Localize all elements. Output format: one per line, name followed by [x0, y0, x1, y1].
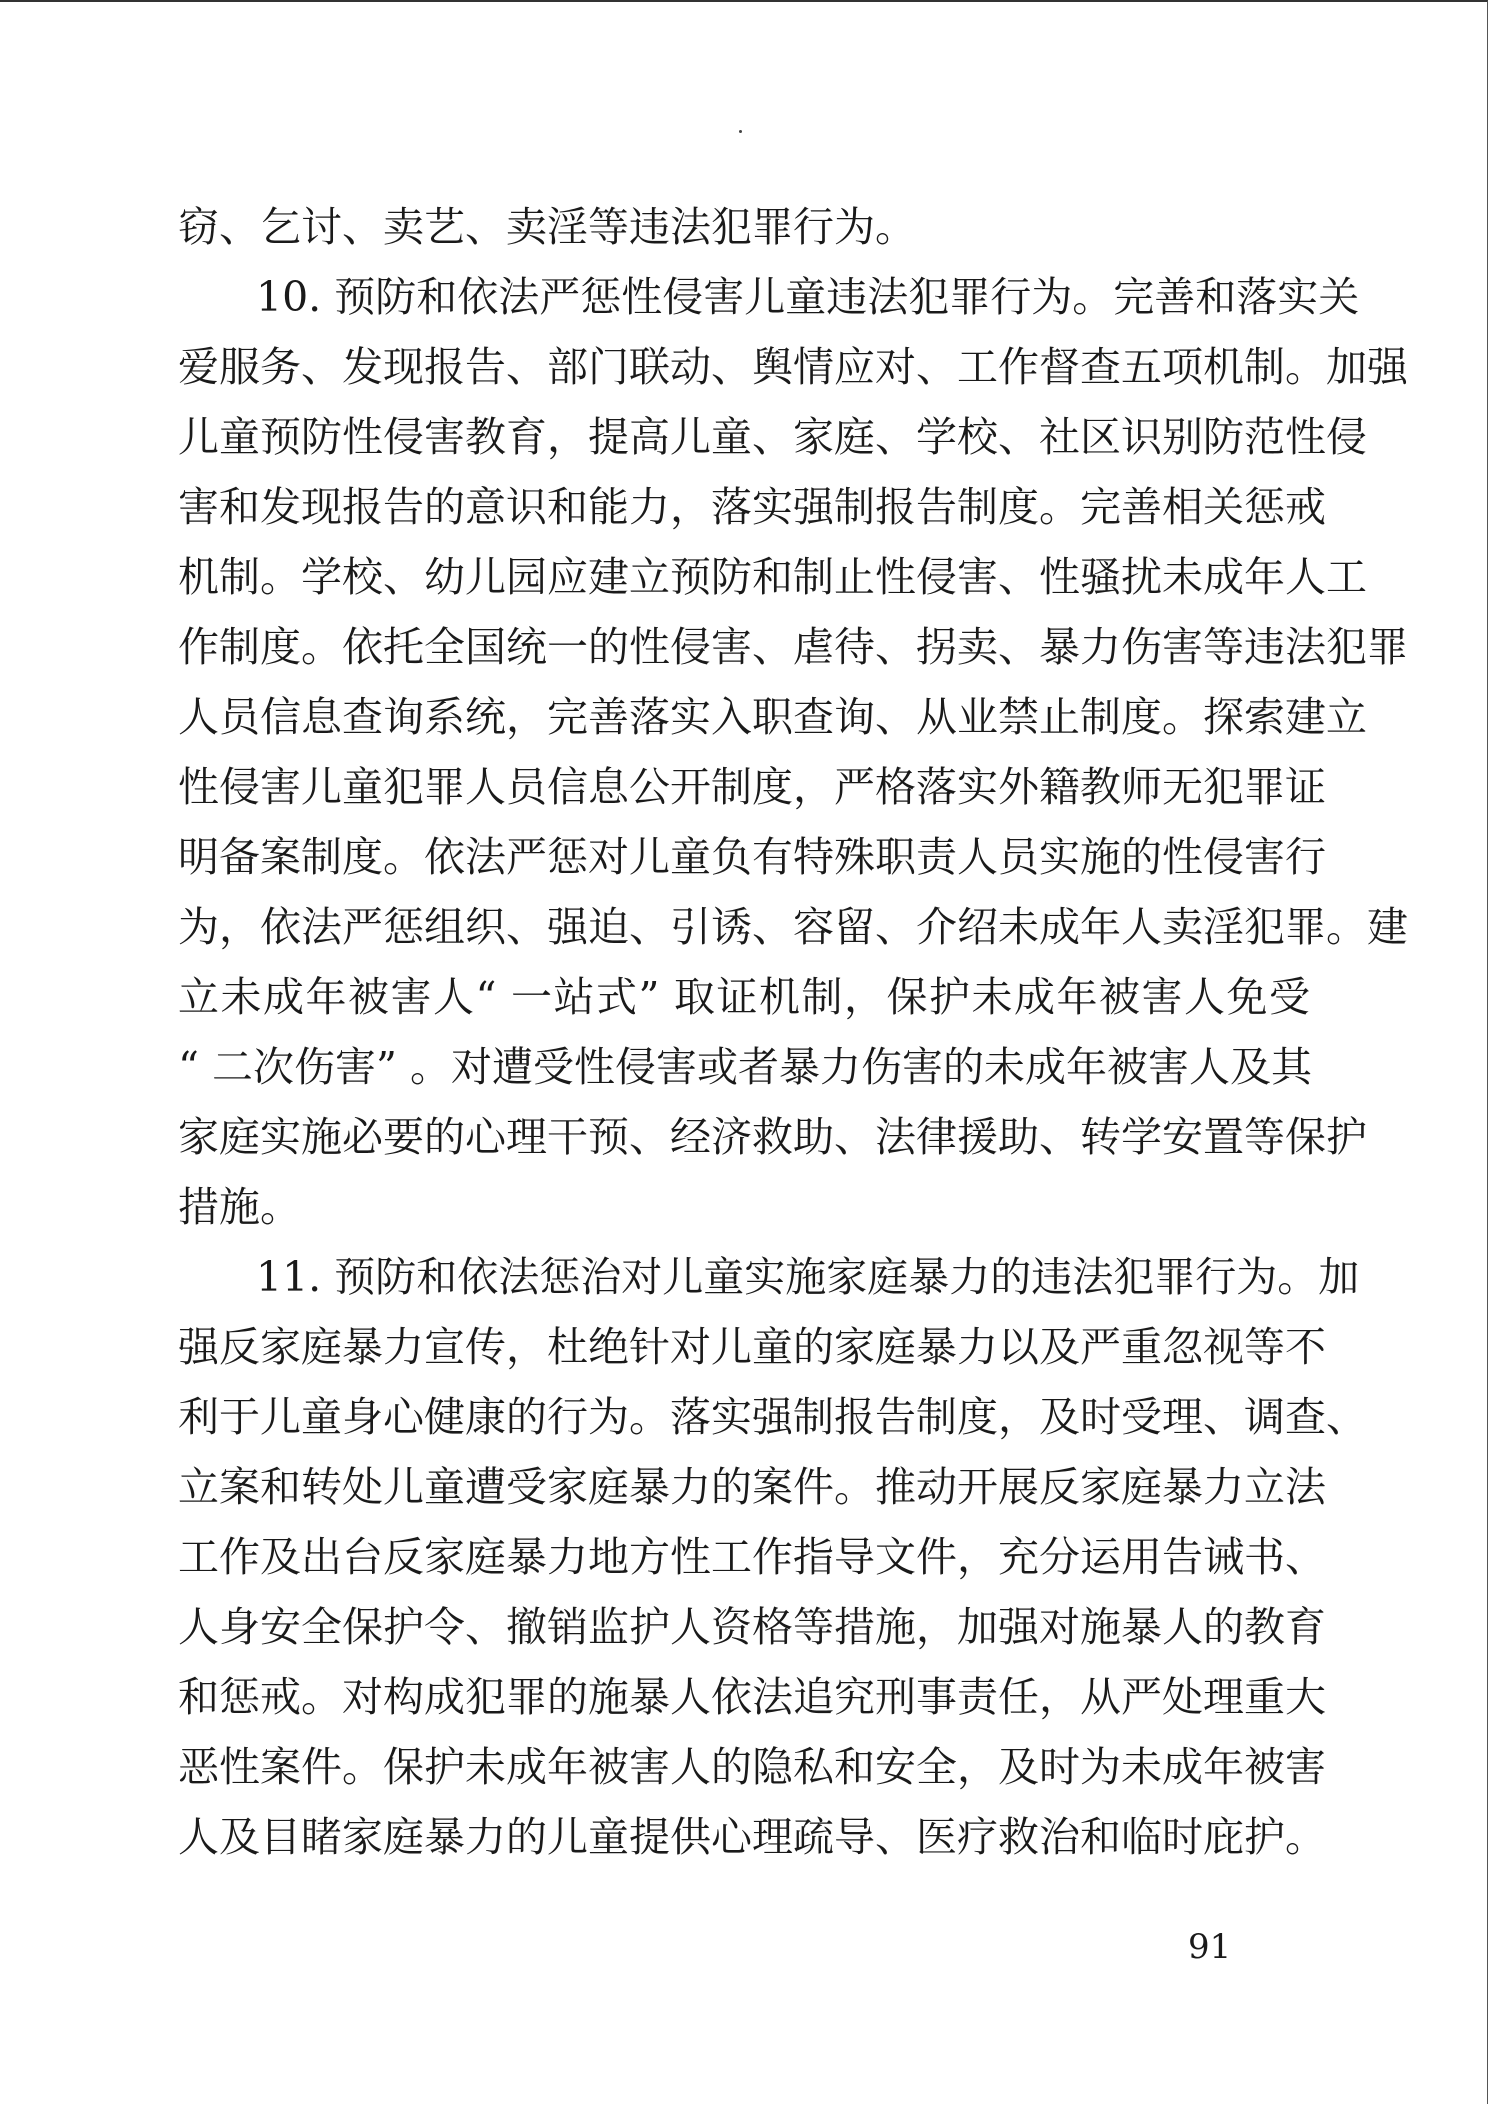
text-line: 机制。学校、幼儿园应建立预防和制止性侵害、性骚扰未成年人工	[178, 553, 1367, 601]
text-line: 明备案制度。依法严惩对儿童负有特殊职责人员实施的性侵害行	[178, 833, 1326, 881]
text-line: “ 二次伤害” 。对遭受性侵害或者暴力伤害的未成年被害人及其	[178, 1043, 1312, 1091]
text-line: 窃、乞讨、卖艺、卖淫等违法犯罪行为。	[178, 203, 916, 251]
text-line: 立未成年被害人“ 一站式” 取证机制，保护未成年被害人免受	[178, 973, 1310, 1021]
text-line: 人身安全保护令、撤销监护人资格等措施，加强对施暴人的教育	[178, 1603, 1326, 1651]
text-line: 立案和转处儿童遭受家庭暴力的案件。推动开展反家庭暴力立法	[178, 1463, 1326, 1511]
header-dot-mark	[739, 130, 742, 133]
text-line: 和惩戒。对构成犯罪的施暴人依法追究刑事责任，从严处理重大	[178, 1673, 1326, 1721]
text-line: 作制度。依托全国统一的性侵害、虐待、拐卖、暴力伤害等违法犯罪	[178, 623, 1408, 671]
text-line: 恶性案件。保护未成年被害人的隐私和安全，及时为未成年被害	[178, 1743, 1326, 1791]
text-line: 性侵害儿童犯罪人员信息公开制度，严格落实外籍教师无犯罪证	[178, 763, 1326, 811]
text-line: 爱服务、发现报告、部门联动、舆情应对、工作督查五项机制。加强	[178, 343, 1408, 391]
paragraph-11-first-line: 11. 预防和依法惩治对儿童实施家庭暴力的违法犯罪行为。加	[256, 1253, 1360, 1301]
page-number: 91	[1188, 1927, 1232, 1967]
text-line: 儿童预防性侵害教育，提高儿童、家庭、学校、社区识别防范性侵	[178, 413, 1367, 461]
text-line: 人员信息查询系统，完善落实入职查询、从业禁止制度。探索建立	[178, 693, 1367, 741]
text-line: 强反家庭暴力宣传，杜绝针对儿童的家庭暴力以及严重忽视等不	[178, 1323, 1326, 1371]
text-line: 为，依法严惩组织、强迫、引诱、容留、介绍未成年人卖淫犯罪。建	[178, 903, 1408, 951]
text-line: 工作及出台反家庭暴力地方性工作指导文件，充分运用告诫书、	[178, 1533, 1326, 1581]
text-line: 害和发现报告的意识和能力，落实强制报告制度。完善相关惩戒	[178, 483, 1326, 531]
text-line: 利于儿童身心健康的行为。落实强制报告制度，及时受理、调查、	[178, 1393, 1367, 1441]
text-line: 人及目睹家庭暴力的儿童提供心理疏导、医疗救治和临时庇护。	[178, 1813, 1326, 1861]
text-line: 措施。	[178, 1183, 301, 1231]
paragraph-10-first-line: 10. 预防和依法严惩性侵害儿童违法犯罪行为。完善和落实关	[256, 273, 1360, 321]
text-line: 家庭实施必要的心理干预、经济救助、法律援助、转学安置等保护	[178, 1113, 1367, 1161]
